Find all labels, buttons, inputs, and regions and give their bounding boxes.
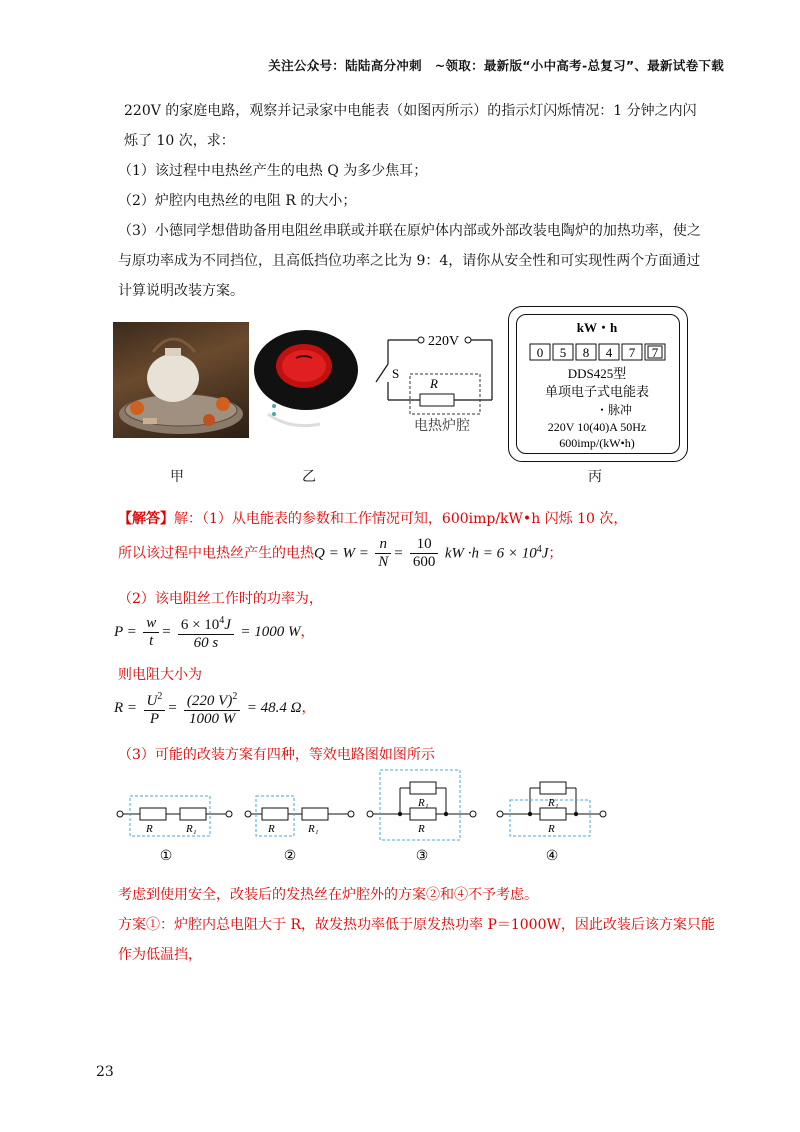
heat-lhs: Q = W = [314,545,369,562]
question-part-3-line-1: （3）小德同学想借助备用电阻丝串联或并联在原炉体内部或外部改装电陶炉的加热功率，使之 [118,223,701,239]
label-r1: R₁ [548,797,559,809]
fraction-220-over-1000: $\frac{(220 V)^2}{1000 W}$ [184,688,240,728]
answer-part-2: （2）该电阻丝工作时的功率为， [118,591,323,607]
power-rhs: = 1000 W [240,624,301,640]
switch-blade [376,364,388,382]
meter-model: DDS425型 [567,366,627,381]
meter-digit: 8 [582,345,590,360]
label-r: R [418,823,425,835]
page-number: 23 [96,1064,114,1080]
answer-intro-text: 解：（1）从电能表的参数和工作情况可知，600imp/kW•h 闪烁 10 次， [174,511,628,527]
meter-type: 单项电子式电能表 [544,384,650,399]
fraction-n-over-n: $\frac{n}{N}$ [375,536,391,571]
plan-1-line-2: 作为低温挡， [118,947,202,963]
meter-digit: 7 [628,345,636,360]
label-r: R [268,823,275,835]
power-lhs: P = [114,624,137,640]
circuit-scheme-2 [245,796,354,864]
meter-pulse: ・脉冲 [595,403,633,417]
label-r1: R₁ [308,823,319,835]
scheme-label-1: ① [159,849,173,864]
label-r1: R₁ [418,797,429,809]
question-line-1: 220V 的家庭电路，观察并记录家中电能表（如图丙所示）的指示灯闪烁情况：1 分钟之内闪 [124,103,697,119]
meter-imp: 600imp/(kW•h) [559,436,635,450]
caption-jia: 甲 [170,469,184,485]
question-part-3-line-3: 计算说明改装方案。 [118,283,244,299]
voltage-label: 220V [428,334,460,349]
resistor-label: R [430,376,438,391]
furnace-label: 电热炉腔 [414,419,470,434]
scheme-label-2: ② [283,849,297,864]
resistance-intro: 则电阻大小为 [118,667,202,683]
circuit-scheme-3 [367,770,476,864]
fraction-u2-over-p: $\frac{U^2}{P}$ [144,688,166,728]
page-header: 关注公众号：陆陆高分冲刺 ~领取：最新版“小中高考-总复习”、最新试卷下载 [268,58,724,73]
heat-exp: 4 [536,543,542,555]
heat-equation-line: 所以该过程中电热丝产生的电热Q = W = $\frac{n}{N}$ = $\frac{10}{600}$ kW $\cdot h = 6 \times 10^4J$； [118,536,563,570]
res-rhs: = 48.4 Ω [246,700,302,716]
heat-end: ； [548,545,563,562]
terminal-left [418,337,424,343]
question-part-1: （1）该过程中电热丝产生的电热 Q 为多少焦耳； [118,163,428,179]
heat-tail: kW ·h = 6 × 10 [444,545,537,562]
label-r1: R₁ [186,823,197,835]
circuit-scheme-4 [497,782,606,864]
heat-prefix: 所以该过程中电热丝产生的电热 [118,545,314,562]
safety-consideration: 考虑到使用安全，改装后的发热丝在炉腔外的方案②和④不予考虑。 [118,887,538,903]
circuit-diagram [366,322,500,438]
switch-label: S [392,366,400,381]
answer-part-3: （3）可能的改装方案有四种，等效电路图如图所示 [118,747,435,763]
meter-unit: kW・h [576,320,618,335]
answer-intro [118,508,627,528]
equivalent-circuits [110,768,716,868]
power-end: ， [300,624,315,640]
answer-tag: 【解答】 [118,511,174,527]
label-r: R [548,823,555,835]
resistor-r [420,394,454,406]
plan-1-line-1: 方案①：炉腔内总电阻大于 R，故发热功率低于原发热功率 P＝1000W，因此改装后该方案只能 [118,917,715,933]
circuit-scheme-1 [117,796,232,864]
meter-digit: 0 [536,345,544,360]
photo-teapot-grill [113,322,249,438]
fraction-w-over-t: $\frac{w}{t}$ [143,615,159,650]
fraction-6e4-over-60: $\frac{6 \times 10^4J}{60 s}$ [178,612,234,652]
heat-unit: J [541,545,549,562]
meter-digit: 5 [559,345,567,360]
meter-rating: 220V 10(40)A 50Hz [547,420,647,434]
ceramic-cooker-figure [250,322,365,438]
meter-digit-boxes [530,344,665,360]
power-equation: P = $\frac{w}{t}$ = $\frac{6 \times 10^4J}{60 s}$ = 1000 W， [114,612,315,652]
scheme-label-3: ③ [415,849,429,864]
scheme-label-4: ④ [545,849,559,864]
question-part-3-line-2: 与原功率成为不同挡位，且高低挡位功率之比为 9：4，请你从安全性和可实现性两个方面通过 [118,253,701,269]
caption-yi: 乙 [302,469,316,485]
meter-digit: 7 [651,345,659,360]
meter-digit: 4 [605,345,613,360]
question-part-2: （2）炉腔内电热丝的电阻 R 的大小； [118,193,357,209]
res-end: ， [301,700,316,716]
resistance-equation: R = $\frac{U^2}{P}$ = $\frac{(220 V)^2}{1000 W}$ = 48.4 Ω， [114,688,316,728]
caption-bing: 丙 [588,469,602,485]
electricity-meter [516,314,678,452]
question-line-2: 烁了 10 次，求： [124,133,235,149]
label-r: R [146,823,153,835]
fraction-10-over-600: $\frac{10}{600}$ [410,536,439,571]
teapot-illustration [113,322,249,438]
terminal-right [465,337,471,343]
res-lhs: R = [114,700,138,716]
